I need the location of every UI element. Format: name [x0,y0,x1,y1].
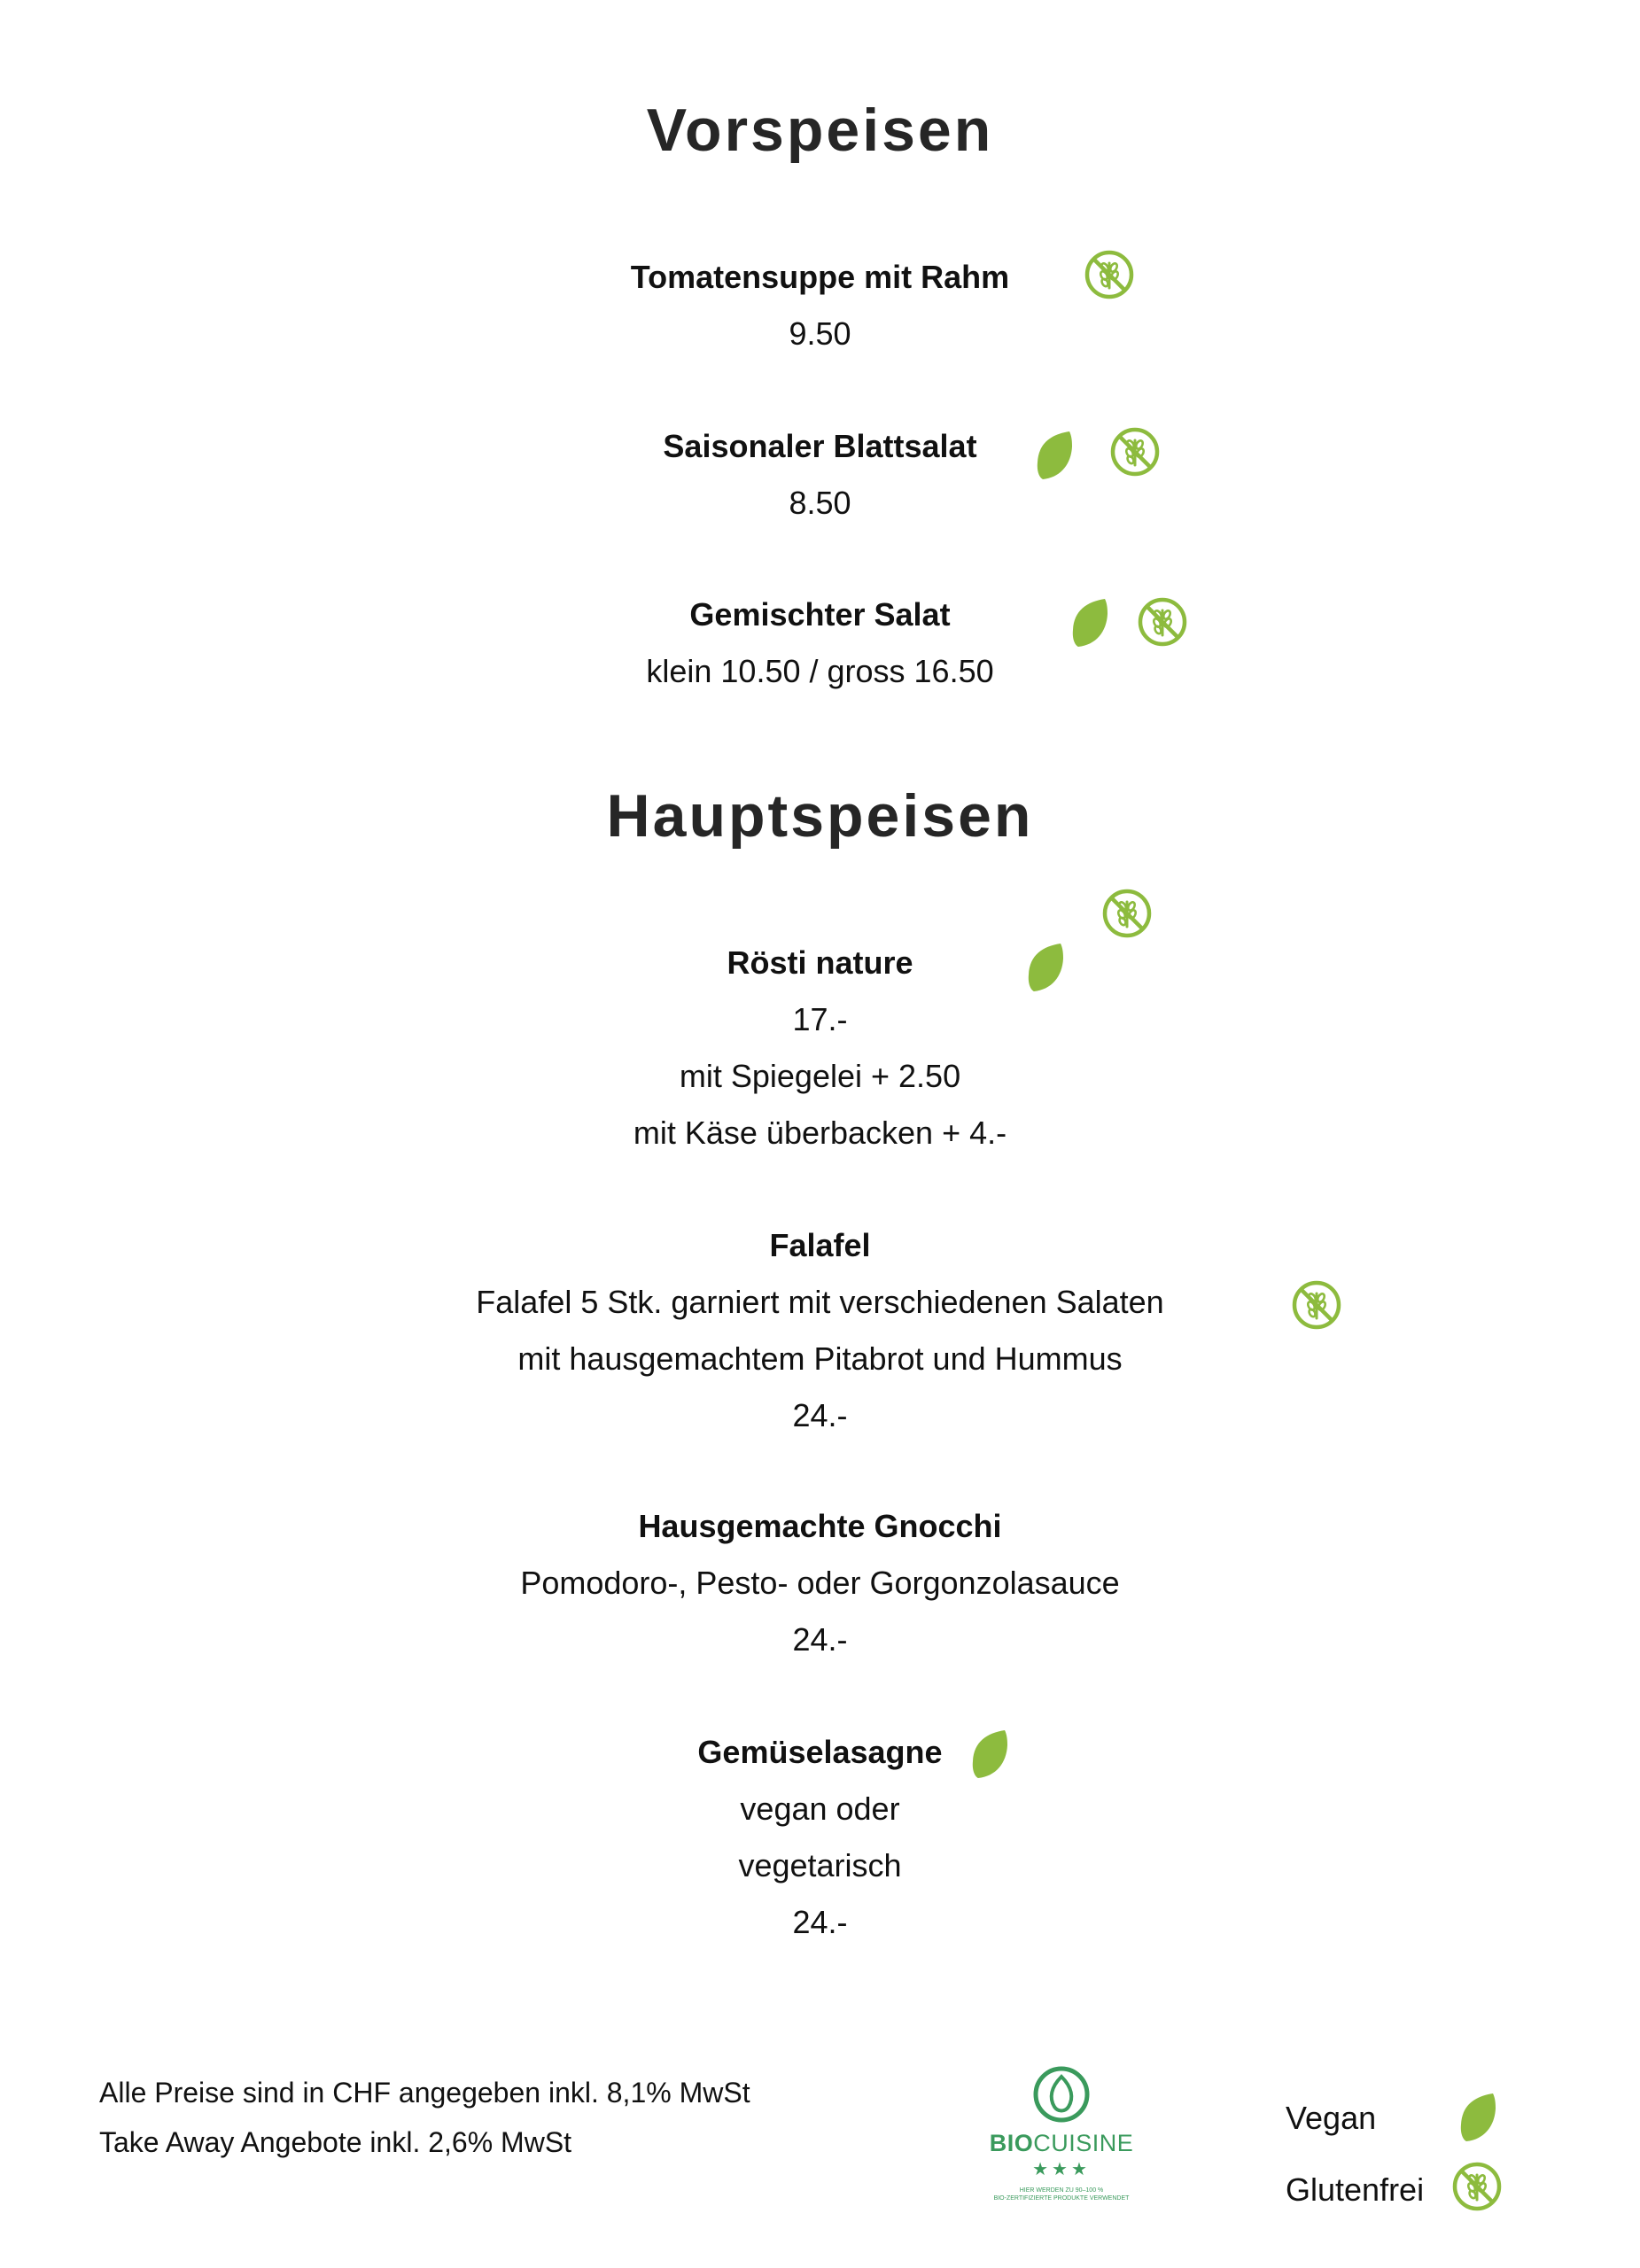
menu-item-name: Saisonaler Blattsalat [663,428,977,464]
biocuisine-logo [982,2064,1141,2224]
gluten-free-icon [1137,596,1188,648]
section-title-starters: Vorspeisen [646,97,994,164]
menu-item-price: 17.- [792,1001,848,1037]
logo-bio: BIO [989,2130,1034,2156]
vegan-leaf-icon [1034,429,1075,482]
legend-label-vegan: Vegan [1286,2100,1377,2136]
logo-small-line: HIER WERDEN ZU 90–100 % [1019,2187,1104,2194]
menu-item-price: 24.- [792,1397,848,1433]
vegan-leaf-icon [1025,941,1066,994]
menu-item-price: 24.- [792,1621,848,1658]
menu-item-price: klein 10.50 / gross 16.50 [646,653,994,689]
vegan-leaf-icon [1457,2091,1498,2144]
vegan-leaf-icon [969,1728,1010,1781]
menu-item-price: 24.- [792,1904,848,1940]
logo-small-text [982,2186,1141,2202]
section-title-mains: Hauptspeisen [606,782,1034,850]
menu-item-name: Gemischter Salat [689,596,951,633]
takeaway-note: Take Away Angebote inkl. 2,6% MwSt [99,2126,572,2158]
menu-item-option: mit Käse überbacken + 4.- [633,1115,1007,1151]
price-note: Alle Preise sind in CHF angegeben inkl. 8,1% MwSt [99,2077,750,2109]
menu-item-name: Gemüselasagne [697,1734,943,1770]
menu-item-name: Hausgemachte Gnocchi [638,1508,1002,1544]
menu-item-description: vegetarisch [738,1847,902,1884]
gluten-free-icon [1291,1279,1342,1331]
menu-item-description: Pomodoro-, Pesto- oder Gorgonzolasauce [520,1565,1120,1601]
gluten-free-icon [1109,426,1161,478]
logo-small-line: BIO-ZERTIFIZIERTE PRODUKTE VERWENDET [993,2195,1130,2202]
menu-item-description: vegan oder [740,1790,900,1827]
menu-item-description: mit hausgemachtem Pitabrot und Hummus [517,1340,1123,1377]
menu-item-price: 8.50 [789,485,851,521]
vegan-leaf-icon [1069,596,1110,649]
biocuisine-wordmark [982,2130,1141,2157]
legend-label-glutenfree: Glutenfrei [1286,2171,1425,2208]
biocuisine-logo-mark [1031,2064,1092,2124]
gluten-free-icon [1101,888,1153,939]
menu-item-option: mit Spiegelei + 2.50 [679,1058,961,1094]
menu-item-price: 9.50 [789,315,851,352]
gluten-free-icon [1451,2161,1503,2212]
menu-item-description: Falafel 5 Stk. garniert mit verschiedenen Salaten [476,1284,1164,1320]
logo-cuisine: CUISINE [1033,2130,1134,2156]
gluten-free-icon [1084,249,1135,300]
logo-stars: ★★★ [1032,2160,1091,2179]
menu-item-name: Rösti nature [727,944,913,981]
menu-item-name: Tomatensuppe mit Rahm [630,259,1010,295]
menu-item-name: Falafel [769,1227,871,1263]
